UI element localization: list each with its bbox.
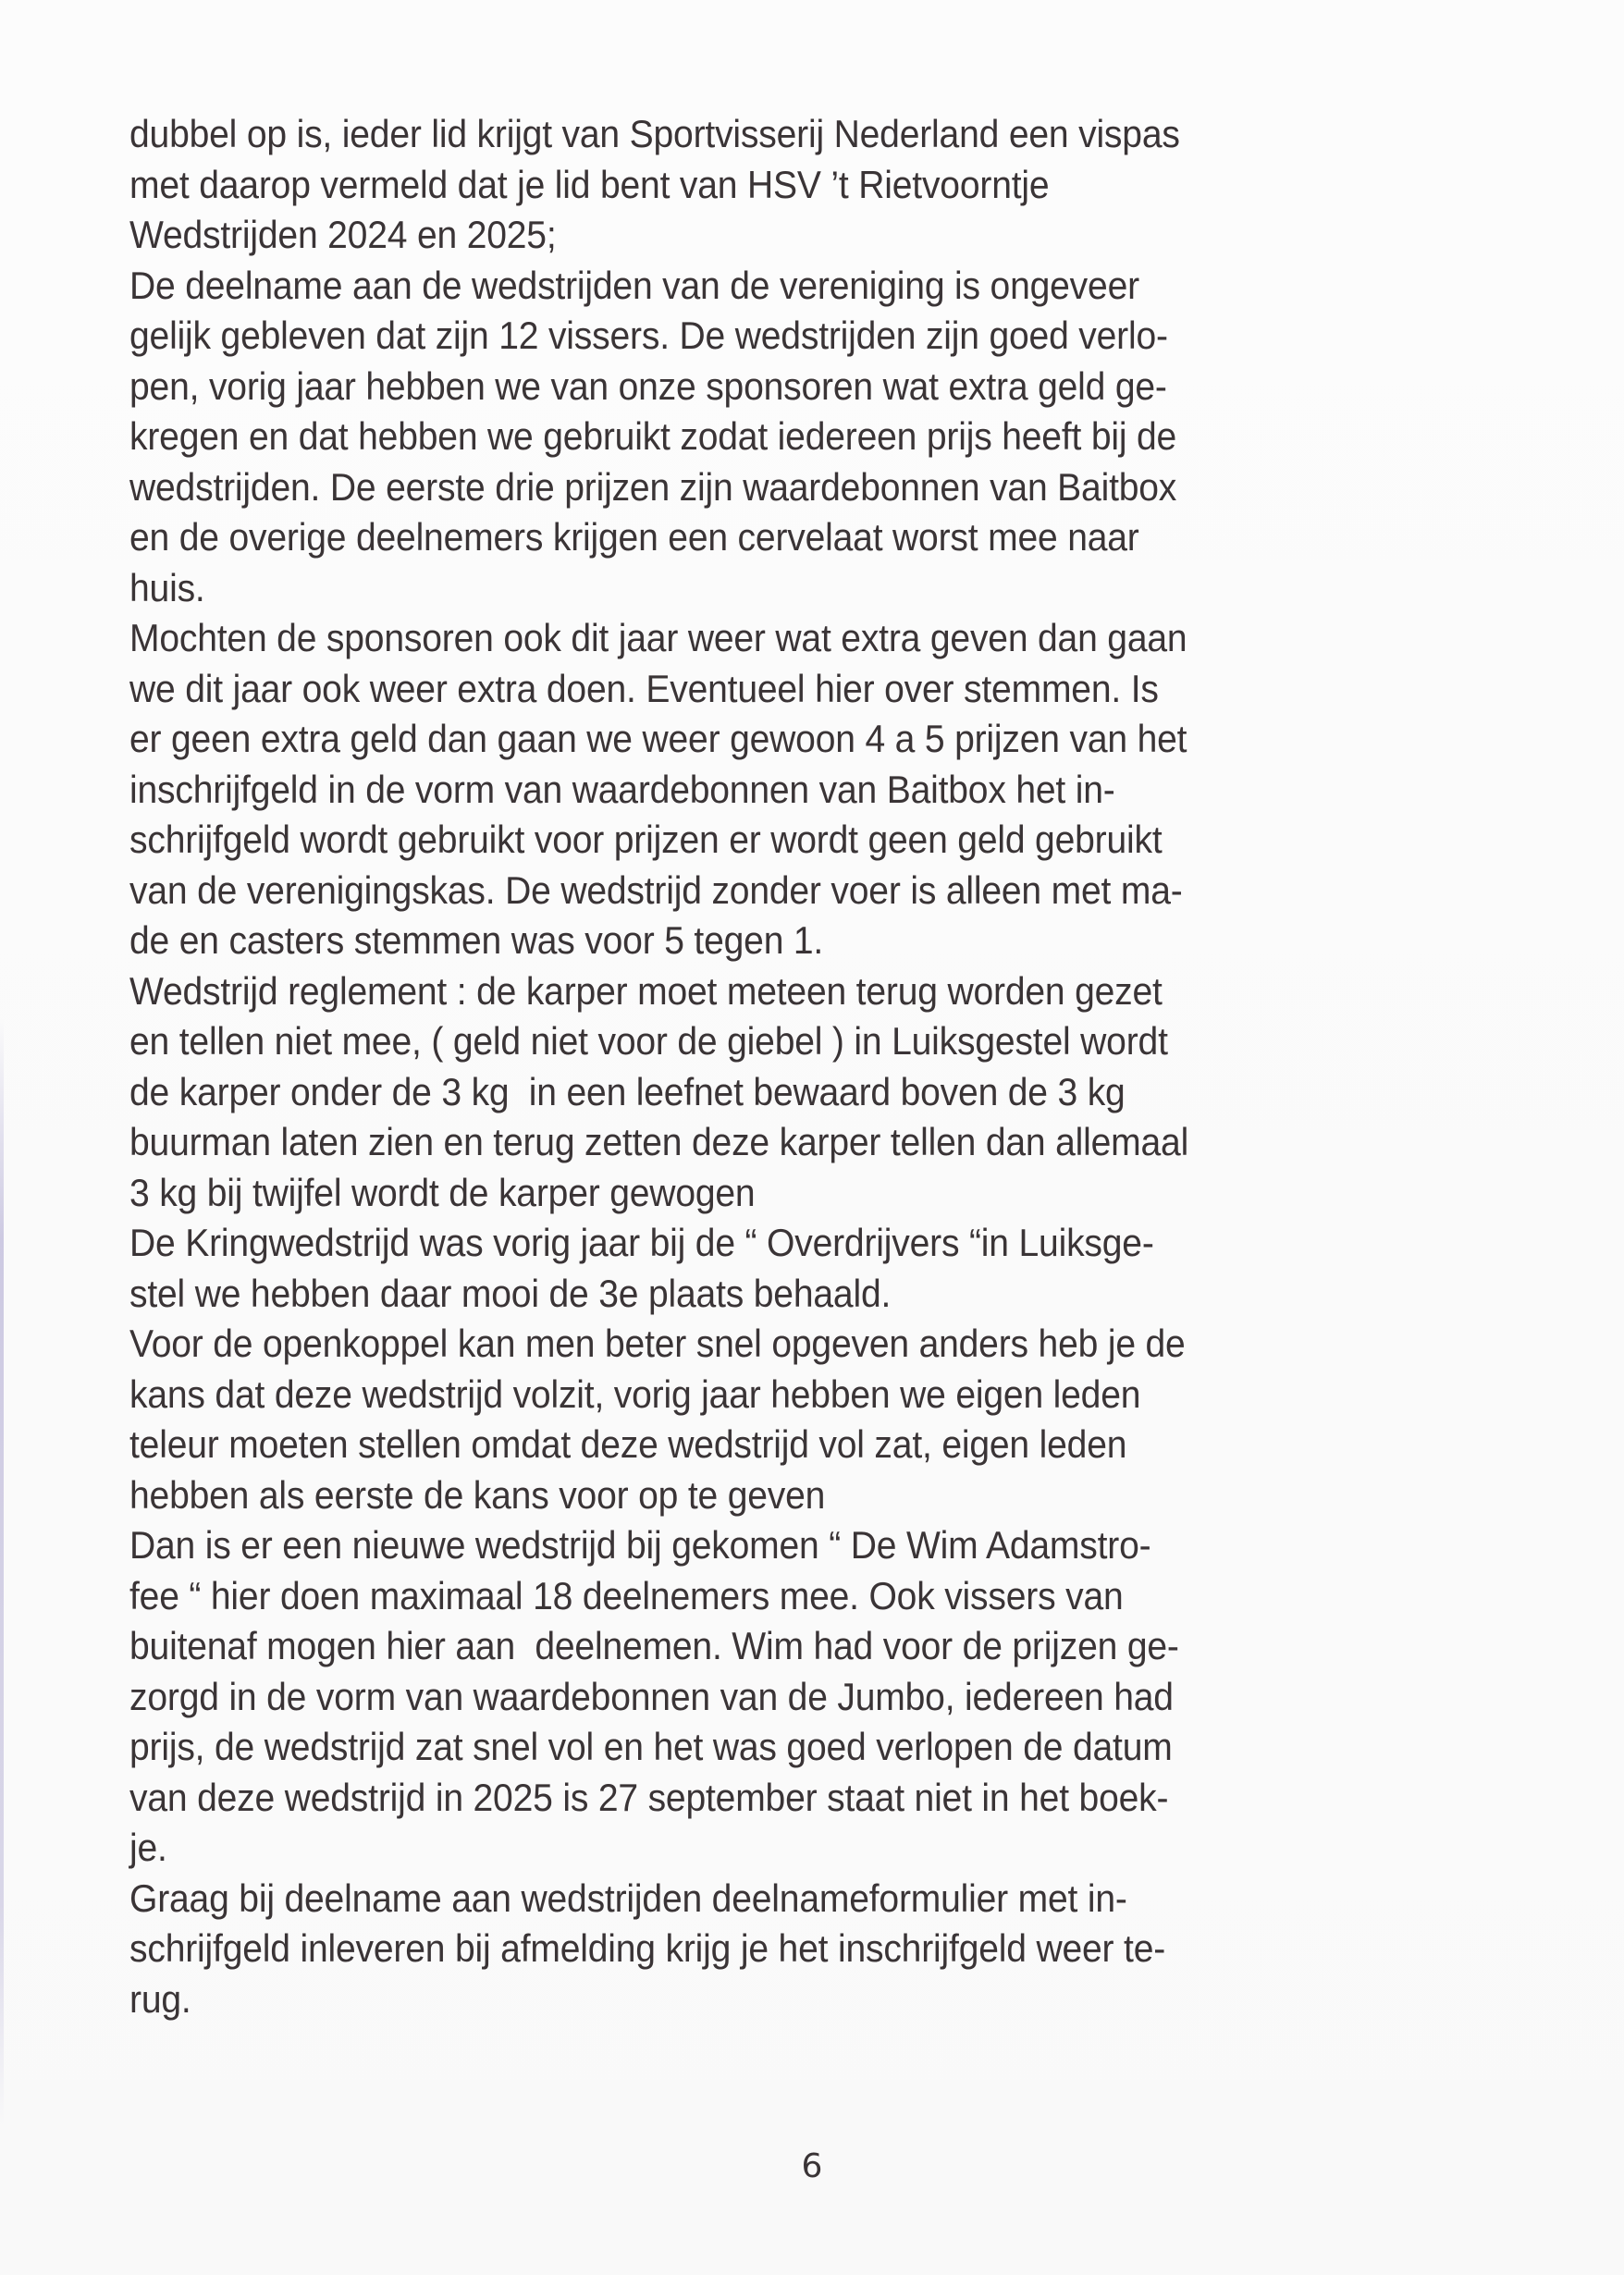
- text-line: met daarop vermeld dat je lid bent van HSV ’t Rietvoorntje: [129, 162, 1050, 206]
- text-line: wedstrijden. De eerste drie prijzen zijn waardebonnen van Baitbox: [129, 464, 1177, 509]
- body-text: [129, 109, 1428, 2024]
- text-line: rug.: [129, 1976, 191, 2021]
- text-line: fee “ hier doen maximaal 18 deelnemers mee. Ook vissers van: [129, 1573, 1124, 1617]
- text-line: prijs, de wedstrijd zat snel vol en het was goed verlopen de datum: [129, 1725, 1173, 1768]
- text-line: De deelname aan de wedstrijden van de vereniging is ongeveer: [129, 263, 1139, 307]
- text-line: kregen en dat hebben we gebruikt zodat iedereen prijs heeft bij de: [129, 414, 1177, 458]
- text-line: zorgd in de vorm van waardebonnen van de Jumbo, iedereen had: [129, 1674, 1174, 1718]
- text-line: teleur moeten stellen omdat deze wedstrijd vol zat, eigen leden: [129, 1422, 1127, 1466]
- text-line: Mochten de sponsoren ook dit jaar weer wat extra geven dan gaan: [129, 616, 1187, 659]
- text-line: van de verenigingskas. De wedstrijd zonder voer is alleen met ma-: [129, 867, 1183, 912]
- text-line: de karper onder de 3 kg in een leefnet bewaard boven de 3 kg: [129, 1069, 1126, 1113]
- text-line: hebben als eerste de kans voor op te geven: [129, 1472, 826, 1517]
- text-line: schrijfgeld wordt gebruikt voor prijzen er wordt geen geld gebruikt: [129, 818, 1163, 861]
- text-line: Graag bij deelname aan wedstrijden deelnameformulier met in-: [129, 1875, 1127, 1920]
- text-line: de en casters stemmen was voor 5 tegen 1.: [129, 918, 824, 962]
- text-line: kans dat deze wedstrijd volzit, vorig jaar hebben we eigen leden: [129, 1371, 1141, 1416]
- text-line: pen, vorig jaar hebben we van onze sponsoren wat extra geld ge-: [129, 363, 1167, 408]
- text-line: van deze wedstrijd in 2025 is 27 september staat niet in het boek-: [129, 1775, 1169, 1819]
- scan-edge-shadow: [0, 1017, 4, 2127]
- text-line: Dan is er een nieuwe wedstrijd bij gekomen “ De Wim Adamstro-: [129, 1523, 1151, 1567]
- text-line: Wedstrijden 2024 en 2025;: [129, 213, 557, 256]
- text-line: buurman laten zien en terug zetten deze karper tellen dan allemaal: [129, 1120, 1189, 1163]
- text-line: dubbel op is, ieder lid krijgt van Sportvisserij Nederland een vispas: [129, 112, 1180, 155]
- text-line: huis.: [129, 565, 205, 609]
- text-line: we dit jaar ook weer extra doen. Eventueel hier over stemmen. Is: [129, 666, 1159, 710]
- text-line: inschrijfgeld in de vorm van waardebonnen van Baitbox het in-: [129, 767, 1115, 811]
- text-line: 3 kg bij twijfel wordt de karper gewogen: [129, 1170, 756, 1214]
- text-line: De Kringwedstrijd was vorig jaar bij de “ Overdrijvers “in Luiksge-: [129, 1221, 1154, 1264]
- text-line: schrijfgeld inleveren bij afmelding krijg je het inschrijfgeld weer te-: [129, 1926, 1166, 1970]
- text-line: er geen extra geld dan gaan we weer gewoon 4 a 5 prijzen van het: [129, 717, 1187, 760]
- text-line: gelijk gebleven dat zijn 12 vissers. De wedstrijden zijn goed verlo-: [129, 314, 1168, 357]
- text-line: buitenaf mogen hier aan deelnemen. Wim had voor de prijzen ge-: [129, 1624, 1179, 1667]
- text-line: stel we hebben daar mooi de 3e plaats behaald.: [129, 1271, 892, 1315]
- page-number: 6: [801, 2147, 823, 2185]
- text-line: Wedstrijd reglement : de karper moet meteen terug worden gezet: [129, 968, 1163, 1013]
- text-line: en tellen niet mee, ( geld niet voor de giebel ) in Luiksgestel wordt: [129, 1019, 1168, 1063]
- text-line: je.: [129, 1826, 167, 1869]
- text-line: en de overige deelnemers krijgen een cervelaat worst mee naar: [129, 515, 1139, 559]
- text-line: Voor de openkoppel kan men beter snel opgeven anders heb je de: [129, 1322, 1186, 1365]
